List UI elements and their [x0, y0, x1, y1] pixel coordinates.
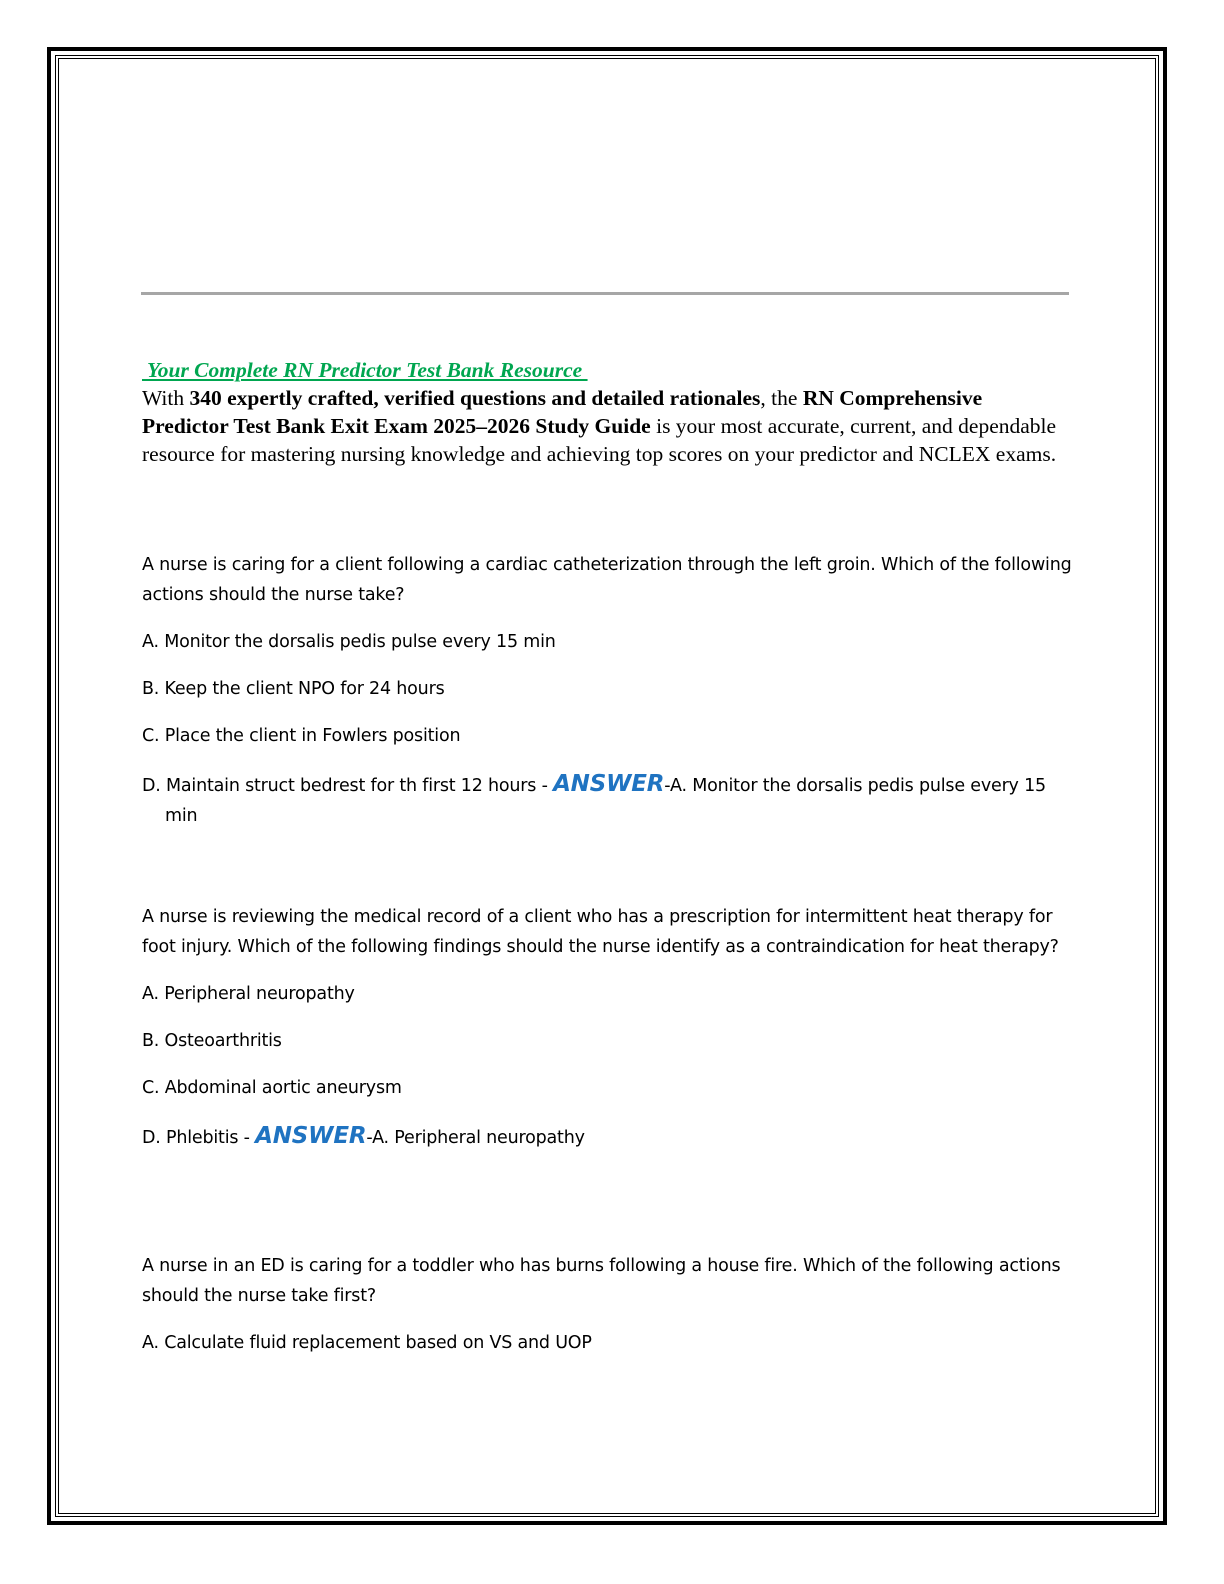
- question-option: A. Calculate fluid replacement based on VS and UOP: [142, 1333, 592, 1353]
- intro-text: With: [142, 386, 190, 410]
- intro-text-bold: 340 expertly crafted, verified questions and detailed rationales: [189, 386, 761, 410]
- answer-label: ANSWER: [553, 771, 665, 797]
- intro-text: , the: [760, 386, 803, 410]
- question-option: A. Monitor the dorsalis pedis pulse every 15 min: [142, 632, 556, 652]
- question-option: C. Place the client in Fowlers position: [142, 726, 461, 746]
- intro-text: is your most accurate, current, and dependable resource for mastering nursing knowledge and achieving top scores on your predictor and NCLEX exams.: [142, 414, 1057, 466]
- question-option-text: D. Maintain struct bedrest for th first 12 hours -: [142, 776, 554, 796]
- question-option-text: D. Phlebitis -: [142, 1128, 256, 1148]
- intro-text-bold: RN Comprehensive Predictor Test Bank Exit Exam 2025–2026 Study Guide: [142, 386, 983, 438]
- question-block-3: [142, 1251, 1072, 1358]
- question-block-1: [142, 550, 1072, 831]
- question-stem: A nurse is reviewing the medical record of a client who has a prescription for intermittent heat therapy for foot injury. Which of the following findings should the nurse identify as a contraindication for heat therapy?: [142, 907, 1059, 957]
- question-stem: A nurse in an ED is caring for a toddler who has burns following a house fire. Which of the following actions should the nurse take first?: [142, 1256, 1061, 1306]
- question-block-2: [142, 902, 1072, 1153]
- question-option: B. Keep the client NPO for 24 hours: [142, 679, 445, 699]
- question-option: C. Abdominal aortic aneurysm: [142, 1078, 402, 1098]
- answer-text: -A. Monitor the dorsalis pedis pulse every 15 min: [165, 776, 1046, 826]
- question-option-with-answer: [142, 1121, 1072, 1153]
- question-option: A. Peripheral neuropathy: [142, 984, 355, 1004]
- question-option: B. Osteoarthritis: [142, 1031, 282, 1051]
- intro-paragraph: [142, 384, 1072, 468]
- question-stem: A nurse is caring for a client following a cardiac catheterization through the left groin. Which of the following actions should the nurse take?: [142, 555, 1072, 605]
- answer-label: ANSWER: [255, 1123, 367, 1149]
- intro-heading: Your Complete RN Predictor Test Bank Resource: [142, 358, 588, 382]
- horizontal-rule: [141, 292, 1069, 295]
- question-option-with-answer: [142, 769, 1072, 831]
- answer-text: -A. Peripheral neuropathy: [366, 1128, 585, 1148]
- intro-section: [142, 356, 1072, 468]
